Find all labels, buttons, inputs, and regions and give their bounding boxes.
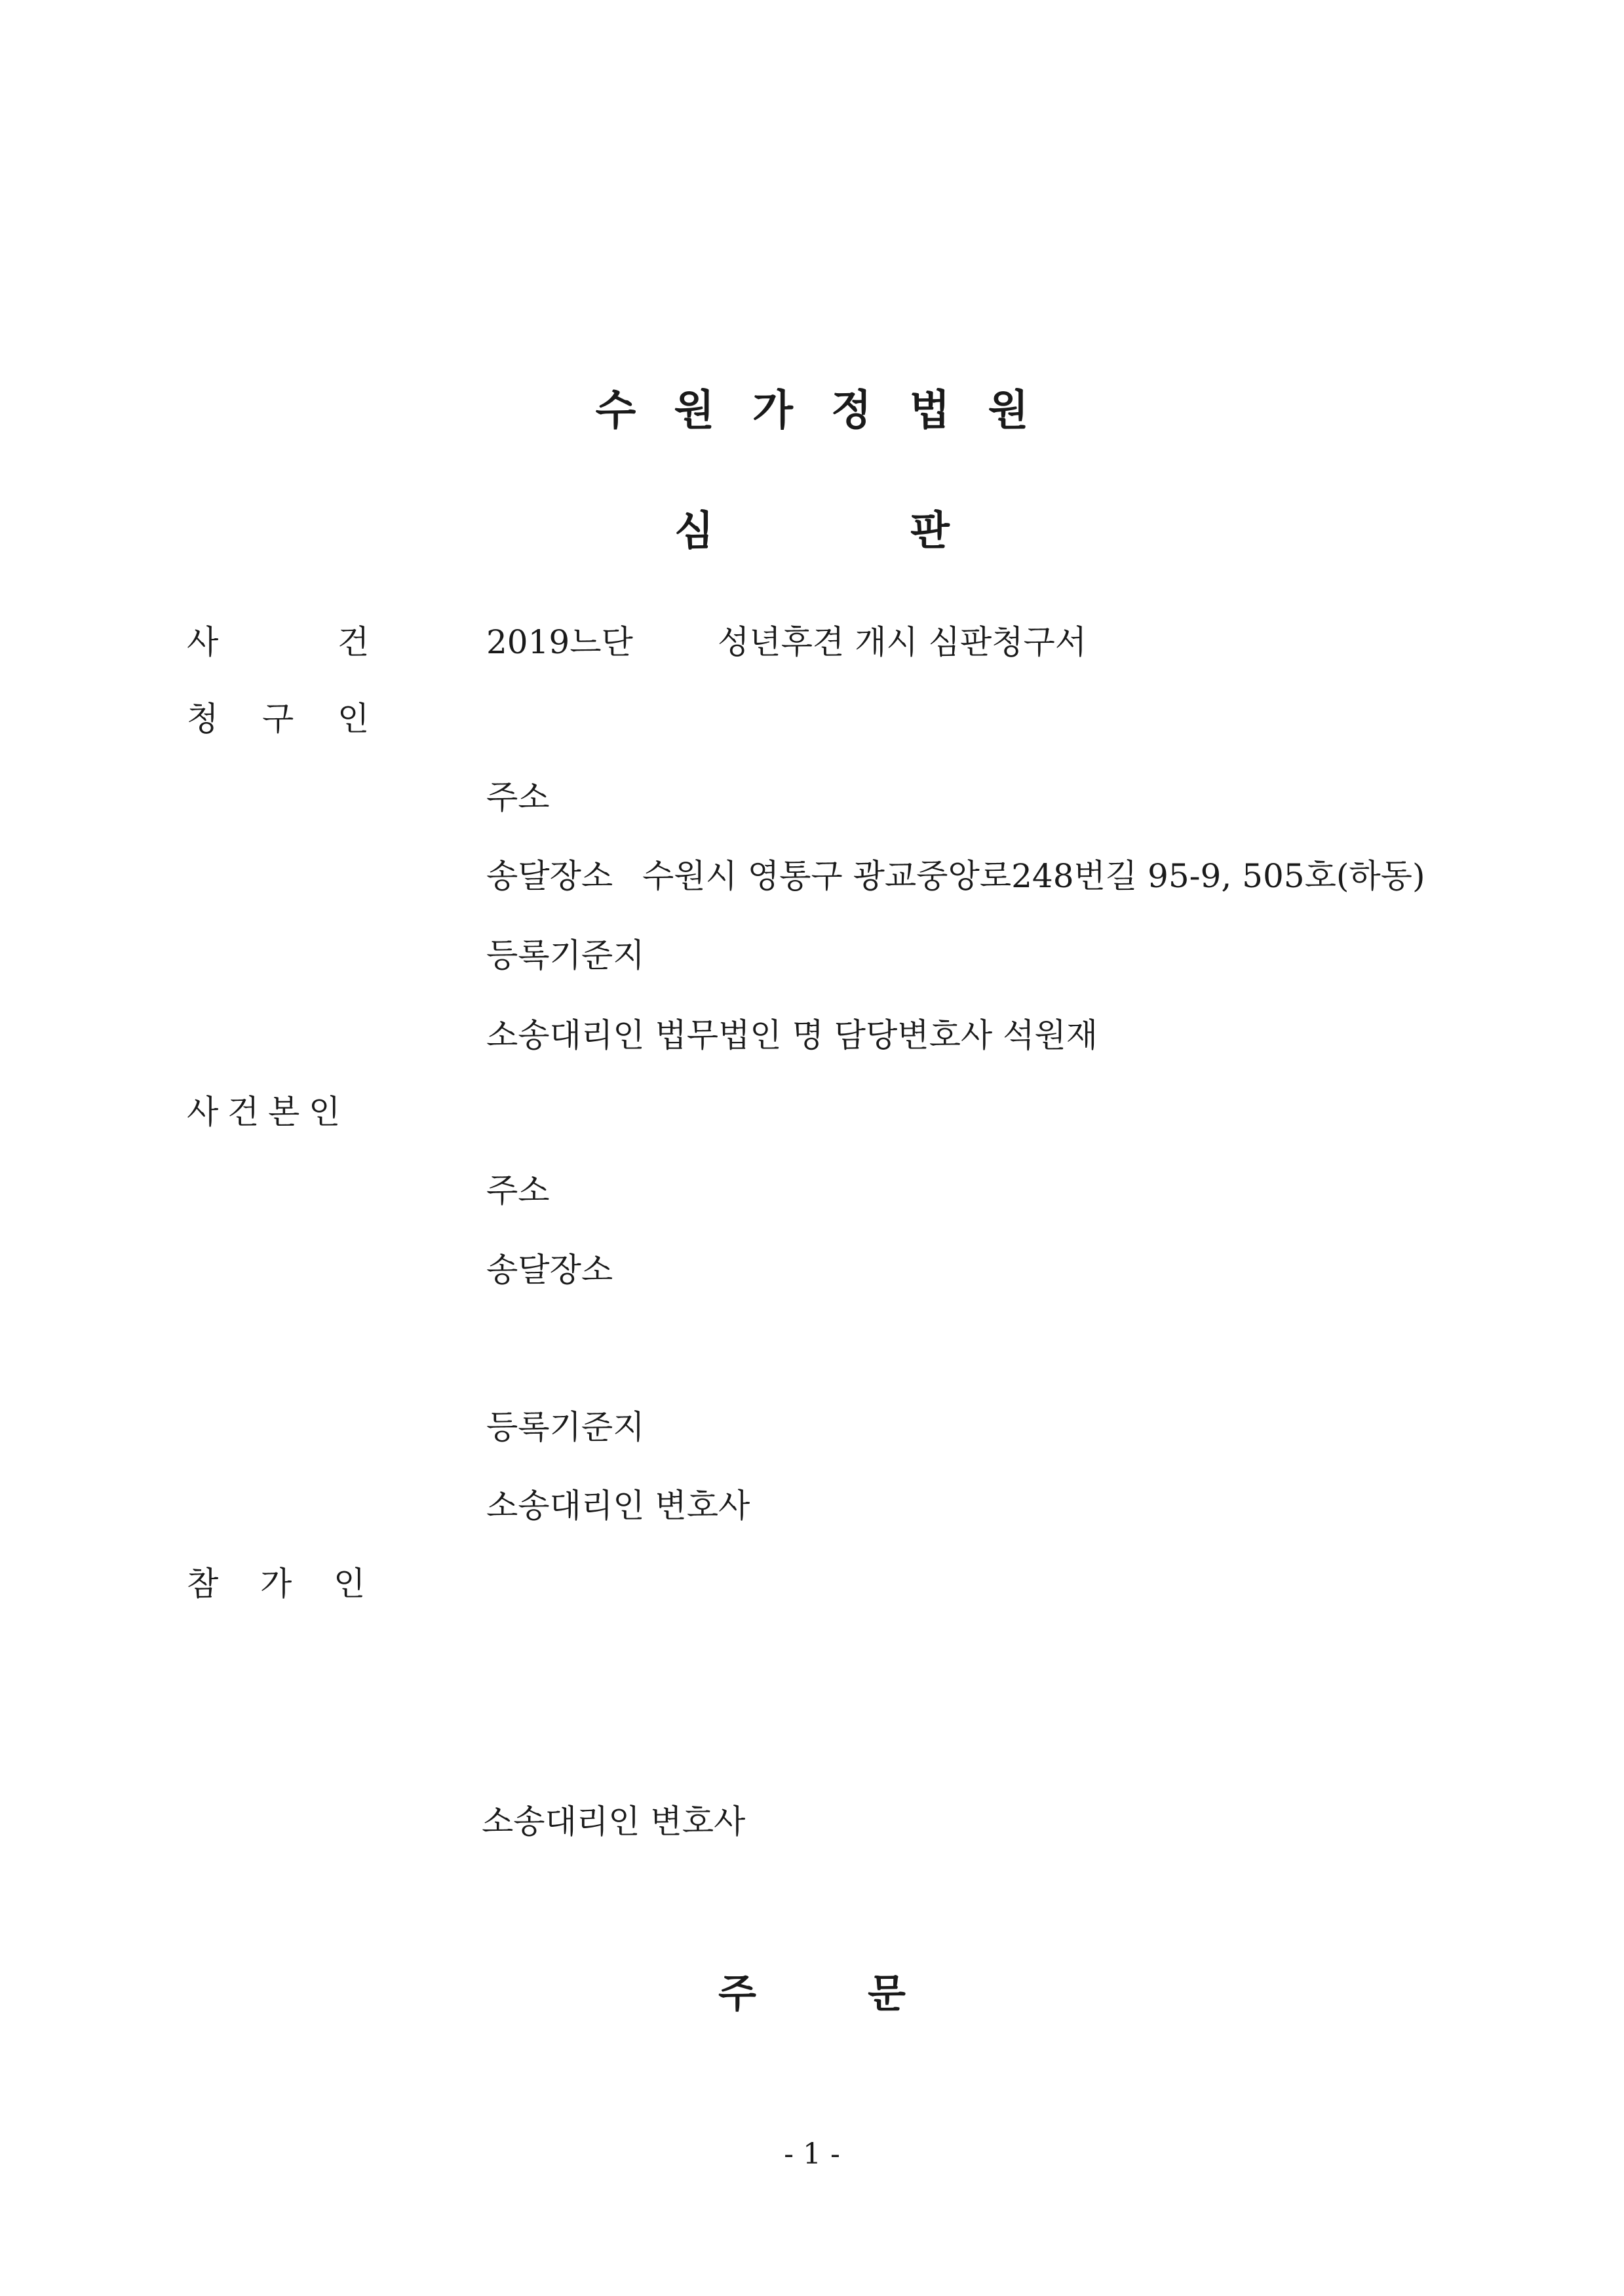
claimant-registry-label: 등록기준지 xyxy=(486,936,645,974)
claimant-label: 청 구 인 xyxy=(187,700,370,738)
principal-delivery-label: 송달장소 xyxy=(486,1251,613,1289)
page-number: - 1 - xyxy=(784,2137,840,2171)
case-title: 성년후견 개시 심판청구서 xyxy=(718,623,1087,661)
principal-registry-label: 등록기준지 xyxy=(486,1408,645,1446)
participant-attorney: 소송대리인 변호사 xyxy=(482,1803,746,1841)
claimant-address-label: 주소 xyxy=(486,778,550,816)
principal-label: 사 건 본 인 xyxy=(187,1093,341,1131)
document-type-left: 심 xyxy=(674,507,714,554)
document-type-right: 판 xyxy=(910,507,950,554)
principal-address-label: 주소 xyxy=(486,1172,550,1210)
case-label: 사 건 xyxy=(187,623,370,661)
order-heading: 주 문 xyxy=(718,1971,906,2017)
court-name: 수원가정법원 xyxy=(595,387,1067,435)
claimant-delivery-value: 수원시 영통구 광교중앙로248번길 95-9, 505호(하동) xyxy=(642,857,1425,895)
participant-label: 참 가 인 xyxy=(187,1565,366,1603)
document-type-heading xyxy=(0,498,1624,556)
claimant-attorney: 소송대리인 법무법인 명 담당변호사 석원재 xyxy=(486,1016,1098,1054)
principal-attorney: 소송대리인 변호사 xyxy=(486,1487,750,1525)
claimant-delivery-label: 송달장소 xyxy=(486,857,613,895)
case-number: 2019느단 xyxy=(486,623,633,661)
